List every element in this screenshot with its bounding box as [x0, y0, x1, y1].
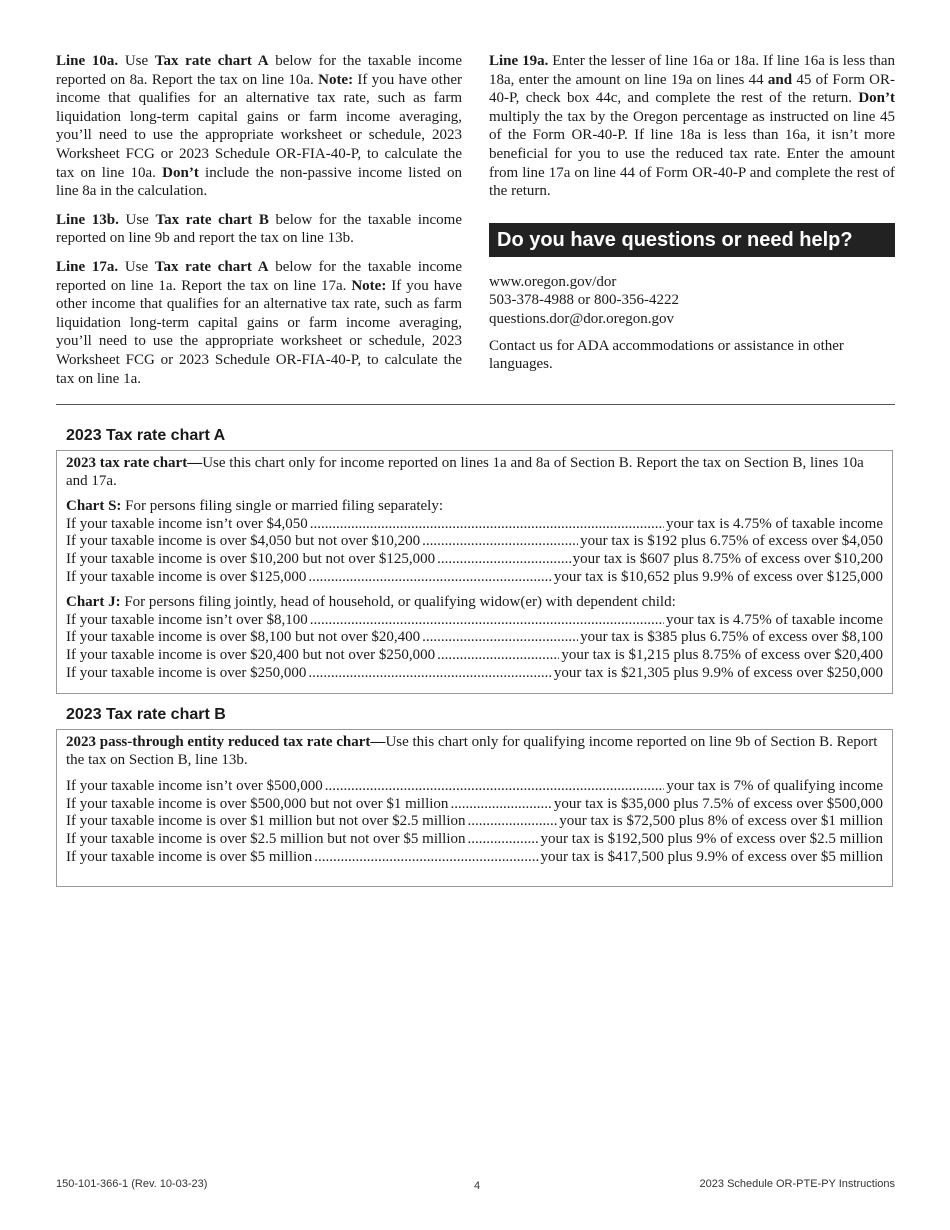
dot-leader — [422, 629, 578, 647]
income-condition: If your taxable income isn’t over $8,100 — [66, 611, 308, 628]
line-13b-instructions-lead: Line 13b. — [56, 211, 119, 228]
dot-leader — [468, 813, 558, 831]
rate-row — [66, 778, 883, 796]
tax-formula: your tax is $385 plus 6.75% of excess over $8,100 — [580, 629, 883, 646]
tax-formula: your tax is $10,652 plus 9.9% of excess over $125,000 — [553, 568, 883, 585]
chart-b-box — [56, 729, 893, 887]
chart-a-intro-text: Use this chart only for income reported on lines 1a and 8a of Section B. Report the tax on Section B, lines 10a and 17a. — [66, 455, 864, 489]
rate-row — [66, 831, 883, 849]
line-19a-text: Enter the lesser of line 16a or 18a. If line 16a is less than 18a, enter the amount on line 19a on lines 44 — [489, 53, 895, 88]
phone-numbers: 503-378-4988 or 800-356-4222 — [489, 292, 679, 309]
line-10a-instructions-text: Note: — [318, 71, 354, 88]
line-13b-instructions-text: Use — [118, 211, 156, 228]
help-section-title: Do you have questions or need help? — [489, 223, 895, 257]
line-10a-instructions — [56, 52, 462, 201]
income-condition: If your taxable income is over $4,050 but not over $10,200 — [66, 533, 421, 550]
chart-j-label-line — [66, 594, 883, 612]
line-13b-instructions-text: below for the taxable income reported on line 9b and report the tax on line 13b. — [56, 211, 462, 247]
tax-formula: your tax is $21,305 plus 9.9% of excess over $250,000 — [553, 664, 883, 681]
rate-row — [66, 533, 883, 551]
line-10a-instructions-text: Don’t — [162, 164, 199, 181]
rate-row — [66, 516, 883, 534]
chart-s-desc: For persons filing single or married filing separately: — [121, 498, 444, 515]
line-19a-text: and — [767, 71, 793, 88]
line-17a-instructions-lead: Line 17a. — [56, 258, 119, 275]
income-condition: If your taxable income is over $1 million but not over $2.5 million — [66, 813, 466, 830]
income-condition: If your taxable income is over $10,200 but not over $125,000 — [66, 550, 436, 567]
income-condition: If your taxable income is over $125,000 — [66, 568, 307, 585]
dot-leader — [308, 665, 552, 683]
rate-row — [66, 612, 883, 630]
ada-note: Contact us for ADA accommodations or assistance in other languages. — [489, 337, 844, 373]
chart-s-label-line — [66, 498, 883, 516]
rate-row — [66, 551, 883, 569]
tax-formula: your tax is 4.75% of taxable income — [665, 611, 883, 628]
line-17a-instructions-text: If you have other income that qualifies for an alternative tax rate, such as farm liquidation long-term capital gains or farm income averaging, you’ll need to use the appropriate worksheet or schedule, 2023 Worksheet FCG or 2023 Schedule OR-FIA-40-P, to calculate the tax on line 1a. — [56, 277, 463, 387]
line-19a-lead: Line 19a. — [489, 53, 549, 69]
chart-a-box — [56, 450, 893, 694]
tax-formula: your tax is $192 plus 6.75% of excess over $4,050 — [580, 533, 883, 550]
chart-b-heading: 2023 Tax rate chart B — [66, 706, 226, 723]
chart-s-rows — [66, 516, 883, 586]
rate-row — [66, 796, 883, 814]
chart-b-intro-text: Use this chart only for qualifying income reported on line 9b of Section B. Report the tax on Section B, line 13b. — [66, 734, 878, 768]
dot-leader — [308, 569, 552, 587]
line-13b-instructions — [56, 211, 462, 248]
tax-formula: your tax is $72,500 plus 8% of excess over $1 million — [559, 813, 883, 830]
rate-row — [66, 647, 883, 665]
line-10a-instructions-lead: Line 10a. — [56, 53, 119, 69]
line-10a-instructions-text: below for the taxable income reported on 8a. Report the tax on line 10a. — [56, 53, 462, 88]
dot-leader — [310, 516, 664, 534]
line-19a-text: multiply the tax by the Oregon percentage as instructed on line 45 of the Form OR-40-P. If line 18a is less than 16a, it isn’t more beneficial for you to use the reduced tax rate. Enter the amount from line 17a on line 44 of Form OR-40-P and complete the rest of the return. — [489, 108, 895, 200]
dot-leader — [437, 647, 559, 665]
income-condition: If your taxable income is over $8,100 but not over $20,400 — [66, 629, 421, 646]
line-19a-instructions — [489, 52, 895, 201]
chart-b-intro-title: 2023 pass-through entity reduced tax rate chart— — [66, 734, 386, 750]
line-13b-instructions-text: Tax rate chart B — [155, 211, 269, 228]
dot-leader — [437, 551, 571, 569]
line-19a-text: 45 of Form OR-40-P, check box 44c, and complete the rest of the return. — [489, 71, 895, 107]
chart-j-label: Chart J: — [66, 594, 121, 611]
line-17a-instructions-text: Use — [118, 258, 155, 275]
line-10a-instructions-text: If you have other income that qualifies for an alternative tax rate, such as farm liquidation long-term capital gains or farm income averaging, you’ll need to use the appropriate worksheet or schedule, 2023 Worksheet FCG or 2023 Schedule OR-FIA-40-P, to calculate the tax on line 10a. — [56, 71, 462, 181]
tax-formula: your tax is $607 plus 8.75% of excess over $10,200 — [572, 550, 883, 567]
chart-j-rows — [66, 612, 883, 682]
income-condition: If your taxable income is over $500,000 but not over $1 million — [66, 795, 449, 812]
rate-row — [66, 569, 883, 587]
chart-b-rows — [66, 778, 883, 866]
tax-formula: your tax is $35,000 plus 7.5% of excess over $500,000 — [553, 795, 883, 812]
line-10a-instructions-text: Use — [118, 53, 155, 69]
dot-leader — [325, 778, 665, 796]
income-condition: If your taxable income isn’t over $4,050 — [66, 515, 308, 532]
line-19a-text: Don’t — [858, 90, 895, 107]
dot-leader — [468, 831, 539, 849]
income-condition: If your taxable income is over $5 million — [66, 848, 313, 865]
chart-s-label: Chart S: — [66, 498, 122, 515]
rate-row — [66, 849, 883, 867]
dot-leader — [310, 612, 664, 630]
income-condition: If your taxable income is over $2.5 million but not over $5 million — [66, 830, 466, 847]
document-title: 2023 Schedule OR-PTE-PY Instructions — [699, 1178, 895, 1190]
tax-formula: your tax is 7% of qualifying income — [666, 778, 883, 795]
line-17a-instructions-text: Tax rate chart A — [154, 258, 269, 275]
line-10a-instructions-text: Tax rate chart A — [154, 53, 269, 69]
chart-a-intro-title: 2023 tax rate chart— — [66, 455, 203, 471]
chart-a-heading: 2023 Tax rate chart A — [66, 427, 226, 444]
tax-formula: your tax is $417,500 plus 9.9% of excess over $5 million — [540, 848, 883, 865]
tax-formula: your tax is 4.75% of taxable income — [665, 515, 883, 532]
page-number: 4 — [474, 1180, 481, 1192]
line-10a-instructions-text: include the non-passive income listed on line 8a in the calculation. — [56, 164, 462, 200]
right-column — [489, 52, 895, 384]
contact-info — [489, 273, 895, 329]
income-condition: If your taxable income is over $20,400 but not over $250,000 — [66, 646, 436, 663]
tax-formula: your tax is $192,500 plus 9% of excess over $2.5 million — [540, 830, 883, 847]
website-link[interactable]: www.oregon.gov/dor — [489, 273, 617, 290]
line-17a-instructions — [56, 258, 462, 388]
rate-row — [66, 813, 883, 831]
line-17a-instructions-text: below for the taxable income reported on line 1a. Report the tax on line 17a. — [56, 258, 462, 294]
line-17a-instructions-text: Note: — [351, 277, 387, 294]
chart-b-intro — [66, 734, 883, 769]
rate-row — [66, 629, 883, 647]
dot-leader — [314, 849, 538, 867]
chart-j-desc: For persons filing jointly, head of household, or qualifying widow(er) with dependent child: — [120, 594, 676, 611]
dot-leader — [450, 796, 551, 814]
rate-row — [66, 665, 883, 683]
section-divider — [56, 404, 895, 405]
tax-formula: your tax is $1,215 plus 8.75% of excess over $20,400 — [561, 646, 883, 663]
income-condition: If your taxable income isn’t over $500,000 — [66, 778, 323, 795]
form-number: 150-101-366-1 (Rev. 10-03-23) — [56, 1178, 208, 1190]
left-column — [56, 52, 462, 398]
email-link[interactable]: questions.dor@dor.oregon.gov — [489, 310, 675, 327]
dot-leader — [422, 533, 578, 551]
chart-a-intro — [66, 455, 883, 490]
income-condition: If your taxable income is over $250,000 — [66, 664, 307, 681]
